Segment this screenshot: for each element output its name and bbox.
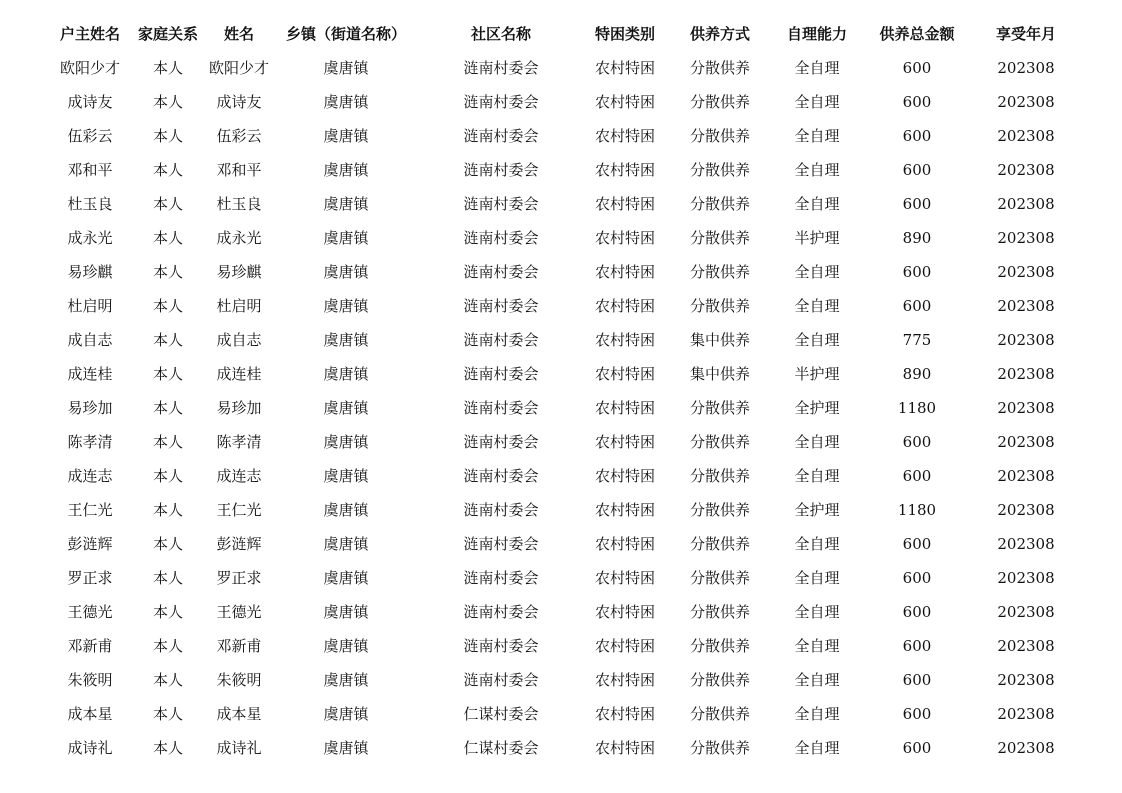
cell-name: 成连志 [216, 467, 262, 485]
cell-relation: 本人 [152, 59, 183, 77]
cell-relation: 本人 [152, 399, 183, 417]
cell-category: 农村特困 [594, 739, 655, 757]
cell-self-care: 全自理 [794, 59, 840, 77]
cell-relation: 本人 [152, 297, 183, 315]
cell-community: 涟南村委会 [463, 297, 539, 315]
cell-month: 202308 [997, 161, 1055, 179]
cell-support-mode: 分散供养 [689, 535, 750, 553]
cell-township: 虞唐镇 [323, 603, 369, 621]
cell-month: 202308 [997, 229, 1055, 247]
cell-self-care: 全自理 [794, 705, 840, 723]
column-header-month: 享受年月 [995, 25, 1056, 43]
cell-month: 202308 [997, 365, 1055, 383]
cell-name: 邓新甫 [216, 637, 262, 655]
cell-township: 虞唐镇 [323, 331, 369, 349]
cell-month: 202308 [997, 671, 1055, 689]
cell-relation: 本人 [152, 705, 183, 723]
cell-support-mode: 分散供养 [689, 603, 750, 621]
cell-support-mode: 集中供养 [689, 331, 750, 349]
cell-amount: 1180 [897, 399, 937, 417]
table-row [50, 493, 1080, 527]
cell-category: 农村特困 [594, 365, 655, 383]
table-row [50, 153, 1080, 187]
cell-name: 成诗友 [216, 93, 262, 111]
cell-community: 仁谋村委会 [463, 739, 539, 757]
cell-category: 农村特困 [594, 59, 655, 77]
cell-amount: 600 [902, 127, 932, 145]
cell-month: 202308 [997, 603, 1055, 621]
cell-self-care: 全自理 [794, 535, 840, 553]
cell-head-name: 成诗礼 [67, 739, 113, 757]
cell-head-name: 成自志 [67, 331, 113, 349]
table-row [50, 459, 1080, 493]
cell-category: 农村特困 [594, 637, 655, 655]
cell-amount: 600 [902, 569, 932, 587]
cell-support-mode: 分散供养 [689, 467, 750, 485]
cell-support-mode: 分散供养 [689, 161, 750, 179]
cell-support-mode: 分散供养 [689, 671, 750, 689]
cell-relation: 本人 [152, 603, 183, 621]
cell-name: 伍彩云 [216, 127, 262, 145]
cell-category: 农村特困 [594, 229, 655, 247]
cell-amount: 600 [902, 59, 932, 77]
cell-head-name: 成连志 [67, 467, 113, 485]
cell-amount: 600 [902, 263, 932, 281]
cell-month: 202308 [997, 59, 1055, 77]
cell-name: 成本星 [216, 705, 262, 723]
cell-month: 202308 [997, 705, 1055, 723]
cell-support-mode: 分散供养 [689, 93, 750, 111]
cell-amount: 600 [902, 161, 932, 179]
cell-relation: 本人 [152, 331, 183, 349]
cell-support-mode: 分散供养 [689, 229, 750, 247]
cell-category: 农村特困 [594, 569, 655, 587]
cell-support-mode: 分散供养 [689, 399, 750, 417]
column-header-category: 特困类别 [594, 25, 655, 43]
table-row [50, 697, 1080, 731]
cell-name: 成自志 [216, 331, 262, 349]
cell-name: 邓和平 [216, 161, 262, 179]
cell-head-name: 杜启明 [67, 297, 113, 315]
cell-name: 成永光 [216, 229, 262, 247]
cell-township: 虞唐镇 [323, 467, 369, 485]
table-row [50, 561, 1080, 595]
cell-head-name: 王仁光 [67, 501, 113, 519]
cell-community: 涟南村委会 [463, 501, 539, 519]
cell-month: 202308 [997, 501, 1055, 519]
cell-month: 202308 [997, 399, 1055, 417]
cell-community: 涟南村委会 [463, 365, 539, 383]
cell-township: 虞唐镇 [323, 229, 369, 247]
cell-month: 202308 [997, 93, 1055, 111]
cell-category: 农村特困 [594, 467, 655, 485]
table-row [50, 425, 1080, 459]
cell-self-care: 全自理 [794, 671, 840, 689]
cell-community: 涟南村委会 [463, 331, 539, 349]
cell-township: 虞唐镇 [323, 433, 369, 451]
cell-self-care: 全自理 [794, 195, 840, 213]
cell-month: 202308 [997, 331, 1055, 349]
cell-amount: 600 [902, 433, 932, 451]
cell-head-name: 彭涟辉 [67, 535, 113, 553]
cell-community: 涟南村委会 [463, 603, 539, 621]
cell-community: 涟南村委会 [463, 433, 539, 451]
column-header-relation: 家庭关系 [137, 25, 198, 43]
cell-community: 涟南村委会 [463, 399, 539, 417]
cell-head-name: 伍彩云 [67, 127, 113, 145]
cell-township: 虞唐镇 [323, 93, 369, 111]
cell-township: 虞唐镇 [323, 535, 369, 553]
cell-community: 涟南村委会 [463, 671, 539, 689]
cell-community: 涟南村委会 [463, 229, 539, 247]
cell-name: 易珍麒 [216, 263, 262, 281]
column-header-support-mode: 供养方式 [689, 25, 750, 43]
cell-amount: 890 [902, 365, 932, 383]
column-header-township: 乡镇（街道名称） [285, 25, 406, 43]
cell-self-care: 全自理 [794, 637, 840, 655]
cell-head-name: 邓和平 [67, 161, 113, 179]
cell-name: 杜启明 [216, 297, 262, 315]
cell-self-care: 全自理 [794, 297, 840, 315]
table-row [50, 187, 1080, 221]
cell-township: 虞唐镇 [323, 59, 369, 77]
cell-amount: 775 [902, 331, 932, 349]
cell-relation: 本人 [152, 365, 183, 383]
cell-name: 王德光 [216, 603, 262, 621]
cell-name: 彭涟辉 [216, 535, 262, 553]
column-header-amount: 供养总金额 [879, 25, 955, 43]
cell-amount: 600 [902, 535, 932, 553]
cell-amount: 600 [902, 603, 932, 621]
cell-support-mode: 分散供养 [689, 195, 750, 213]
cell-community: 涟南村委会 [463, 127, 539, 145]
cell-community: 涟南村委会 [463, 161, 539, 179]
cell-self-care: 全自理 [794, 739, 840, 757]
cell-support-mode: 分散供养 [689, 297, 750, 315]
cell-support-mode: 分散供养 [689, 569, 750, 587]
cell-month: 202308 [997, 127, 1055, 145]
cell-relation: 本人 [152, 501, 183, 519]
cell-name: 易珍加 [216, 399, 262, 417]
cell-community: 仁谋村委会 [463, 705, 539, 723]
cell-head-name: 易珍加 [67, 399, 113, 417]
cell-name: 罗正求 [216, 569, 262, 587]
cell-community: 涟南村委会 [463, 637, 539, 655]
cell-community: 涟南村委会 [463, 263, 539, 281]
cell-relation: 本人 [152, 263, 183, 281]
table-row [50, 289, 1080, 323]
cell-category: 农村特困 [594, 297, 655, 315]
cell-amount: 600 [902, 195, 932, 213]
cell-name: 朱筱明 [216, 671, 262, 689]
cell-head-name: 罗正求 [67, 569, 113, 587]
cell-head-name: 邓新甫 [67, 637, 113, 655]
cell-month: 202308 [997, 195, 1055, 213]
cell-month: 202308 [997, 739, 1055, 757]
cell-relation: 本人 [152, 433, 183, 451]
cell-self-care: 全护理 [794, 399, 840, 417]
cell-self-care: 全护理 [794, 501, 840, 519]
cell-relation: 本人 [152, 739, 183, 757]
table-row [50, 255, 1080, 289]
header-row [50, 17, 1080, 51]
cell-self-care: 全自理 [794, 263, 840, 281]
cell-township: 虞唐镇 [323, 263, 369, 281]
cell-head-name: 成诗友 [67, 93, 113, 111]
cell-support-mode: 分散供养 [689, 637, 750, 655]
cell-self-care: 全自理 [794, 127, 840, 145]
cell-township: 虞唐镇 [323, 297, 369, 315]
cell-category: 农村特困 [594, 161, 655, 179]
cell-head-name: 成本星 [67, 705, 113, 723]
cell-name: 欧阳少才 [208, 59, 269, 77]
cell-amount: 600 [902, 671, 932, 689]
cell-head-name: 成连桂 [67, 365, 113, 383]
cell-community: 涟南村委会 [463, 569, 539, 587]
cell-head-name: 王德光 [67, 603, 113, 621]
table-header [50, 17, 1080, 51]
cell-support-mode: 分散供养 [689, 59, 750, 77]
table-row [50, 731, 1080, 765]
cell-self-care: 半护理 [794, 229, 840, 247]
cell-township: 虞唐镇 [323, 365, 369, 383]
cell-township: 虞唐镇 [323, 739, 369, 757]
cell-head-name: 成永光 [67, 229, 113, 247]
table-row [50, 221, 1080, 255]
cell-self-care: 全自理 [794, 603, 840, 621]
cell-support-mode: 分散供养 [689, 501, 750, 519]
table-row [50, 663, 1080, 697]
cell-category: 农村特困 [594, 671, 655, 689]
cell-relation: 本人 [152, 535, 183, 553]
cell-support-mode: 分散供养 [689, 433, 750, 451]
table-row [50, 323, 1080, 357]
table-row [50, 629, 1080, 663]
cell-support-mode: 分散供养 [689, 739, 750, 757]
cell-relation: 本人 [152, 195, 183, 213]
cell-support-mode: 分散供养 [689, 705, 750, 723]
cell-head-name: 易珍麒 [67, 263, 113, 281]
cell-self-care: 全自理 [794, 93, 840, 111]
cell-name: 王仁光 [216, 501, 262, 519]
cell-name: 杜玉良 [216, 195, 262, 213]
cell-amount: 600 [902, 705, 932, 723]
cell-amount: 600 [902, 297, 932, 315]
cell-self-care: 全自理 [794, 467, 840, 485]
cell-amount: 600 [902, 637, 932, 655]
column-header-community: 社区名称 [470, 25, 531, 43]
relief-roster-table [50, 17, 1080, 765]
cell-category: 农村特困 [594, 535, 655, 553]
cell-amount: 890 [902, 229, 932, 247]
cell-community: 涟南村委会 [463, 535, 539, 553]
table-row [50, 357, 1080, 391]
cell-relation: 本人 [152, 637, 183, 655]
cell-self-care: 全自理 [794, 569, 840, 587]
cell-township: 虞唐镇 [323, 127, 369, 145]
cell-township: 虞唐镇 [323, 705, 369, 723]
cell-amount: 600 [902, 93, 932, 111]
cell-name: 成诗礼 [216, 739, 262, 757]
cell-month: 202308 [997, 535, 1055, 553]
table-row [50, 391, 1080, 425]
cell-township: 虞唐镇 [323, 399, 369, 417]
table-row [50, 527, 1080, 561]
cell-category: 农村特困 [594, 501, 655, 519]
cell-month: 202308 [997, 637, 1055, 655]
cell-relation: 本人 [152, 127, 183, 145]
table-row [50, 51, 1080, 85]
cell-self-care: 全自理 [794, 161, 840, 179]
cell-category: 农村特困 [594, 399, 655, 417]
cell-relation: 本人 [152, 467, 183, 485]
cell-relation: 本人 [152, 671, 183, 689]
cell-township: 虞唐镇 [323, 637, 369, 655]
cell-township: 虞唐镇 [323, 671, 369, 689]
cell-category: 农村特困 [594, 127, 655, 145]
table-row [50, 85, 1080, 119]
cell-support-mode: 分散供养 [689, 263, 750, 281]
cell-township: 虞唐镇 [323, 569, 369, 587]
cell-relation: 本人 [152, 161, 183, 179]
cell-township: 虞唐镇 [323, 501, 369, 519]
cell-relation: 本人 [152, 93, 183, 111]
cell-community: 涟南村委会 [463, 195, 539, 213]
cell-month: 202308 [997, 433, 1055, 451]
cell-amount: 600 [902, 467, 932, 485]
table-row [50, 595, 1080, 629]
column-header-head-name: 户主姓名 [59, 25, 120, 43]
cell-relation: 本人 [152, 569, 183, 587]
cell-community: 涟南村委会 [463, 93, 539, 111]
cell-township: 虞唐镇 [323, 161, 369, 179]
cell-month: 202308 [997, 297, 1055, 315]
table-row [50, 119, 1080, 153]
cell-category: 农村特困 [594, 433, 655, 451]
cell-amount: 600 [902, 739, 932, 757]
cell-amount: 1180 [897, 501, 937, 519]
cell-relation: 本人 [152, 229, 183, 247]
cell-category: 农村特困 [594, 263, 655, 281]
cell-self-care: 全自理 [794, 433, 840, 451]
cell-community: 涟南村委会 [463, 467, 539, 485]
cell-category: 农村特困 [594, 705, 655, 723]
cell-township: 虞唐镇 [323, 195, 369, 213]
cell-month: 202308 [997, 569, 1055, 587]
cell-head-name: 朱筱明 [67, 671, 113, 689]
cell-category: 农村特困 [594, 195, 655, 213]
cell-self-care: 全自理 [794, 331, 840, 349]
table-body [50, 51, 1080, 765]
cell-head-name: 欧阳少才 [59, 59, 120, 77]
cell-category: 农村特困 [594, 331, 655, 349]
cell-month: 202308 [997, 467, 1055, 485]
cell-support-mode: 集中供养 [689, 365, 750, 383]
cell-head-name: 杜玉良 [67, 195, 113, 213]
cell-name: 成连桂 [216, 365, 262, 383]
cell-month: 202308 [997, 263, 1055, 281]
cell-head-name: 陈孝清 [67, 433, 113, 451]
cell-category: 农村特困 [594, 93, 655, 111]
cell-category: 农村特困 [594, 603, 655, 621]
column-header-name: 姓名 [223, 25, 254, 43]
cell-support-mode: 分散供养 [689, 127, 750, 145]
cell-community: 涟南村委会 [463, 59, 539, 77]
cell-self-care: 半护理 [794, 365, 840, 383]
column-header-self-care: 自理能力 [786, 25, 847, 43]
cell-name: 陈孝清 [216, 433, 262, 451]
